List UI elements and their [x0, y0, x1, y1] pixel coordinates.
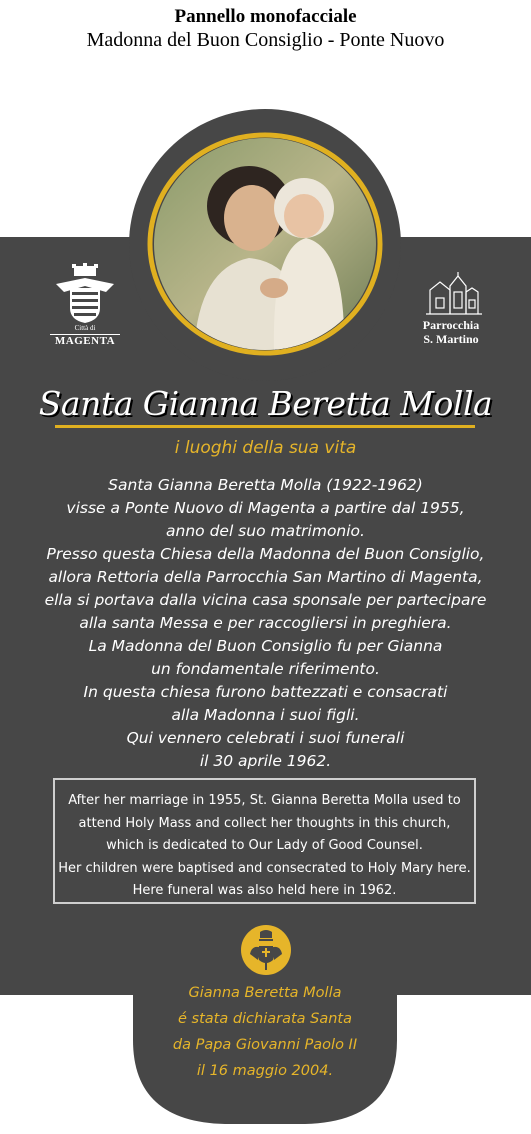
portrait-photo	[154, 138, 376, 350]
magenta-pre-caption: Città di	[74, 324, 96, 332]
italian-line: Qui vennero celebrati i suoi funerali	[126, 729, 405, 747]
closing-line: Gianna Beretta Molla	[188, 985, 342, 1001]
panel-type-title: Pannello monofacciale	[174, 6, 357, 27]
closing-line: il 16 maggio 2004.	[196, 1063, 334, 1079]
canonization-text	[120, 980, 410, 1084]
subtitle: i luoghi della sua vita	[174, 438, 357, 458]
closing-line: da Papa Giovanni Paolo II	[172, 1037, 358, 1053]
coat-of-arms-icon	[50, 262, 120, 324]
papal-emblem-icon	[240, 924, 292, 976]
italian-line: Santa Gianna Beretta Molla (1922-1962)	[108, 476, 423, 494]
saint-title: Santa Gianna Beretta Molla	[38, 384, 493, 423]
italian-line: visse a Ponte Nuovo di Magenta a partire dal 1955,	[66, 499, 465, 517]
italian-line: anno del suo matrimonio.	[166, 522, 365, 540]
parish-logo	[410, 272, 492, 346]
italian-line: allora Rettoria della Parrocchia San Martino di Magenta,	[48, 568, 483, 586]
parish-label-line1: Parrocchia	[422, 318, 480, 332]
english-line: which is dedicated to Our Lady of Good Counsel.	[106, 838, 423, 853]
italian-line: In questa chiesa furono battezzati e consacrati	[83, 683, 448, 701]
italian-body-text	[20, 474, 511, 773]
magenta-caption: MAGENTA	[50, 334, 120, 348]
italian-line: il 30 aprile 1962.	[199, 752, 332, 770]
italian-line: un fondamentale riferimento.	[151, 660, 380, 678]
italian-line: ella si portava dalla vicina casa sponsale per partecipare	[44, 591, 487, 609]
italian-line: Presso questa Chiesa della Madonna del Buon Consiglio,	[46, 545, 485, 563]
parish-label-line2: S. Martino	[423, 332, 479, 346]
italian-line: La Madonna del Buon Consiglio fu per Gianna	[88, 637, 443, 655]
closing-line: é stata dichiarata Santa	[177, 1011, 353, 1027]
italian-line: alla Madonna i suoi figli.	[171, 706, 360, 724]
church-icon	[410, 272, 492, 316]
title-underline	[55, 425, 475, 428]
english-line: After her marriage in 1955, St. Gianna Beretta Molla used to	[68, 793, 461, 808]
english-line: Her children were baptised and consecrated to Holy Mary here.	[58, 860, 471, 876]
english-line: attend Holy Mass and collect her thoughts in this church,	[78, 815, 451, 831]
english-line: Here funeral was also held here in 1962.	[132, 883, 397, 898]
church-name: Madonna del Buon Consiglio - Ponte Nuovo	[86, 29, 445, 51]
italian-line: alla santa Messa e per raccogliersi in preghiera.	[79, 614, 452, 632]
english-text-box	[53, 778, 476, 904]
magenta-coat-of-arms	[50, 262, 120, 348]
